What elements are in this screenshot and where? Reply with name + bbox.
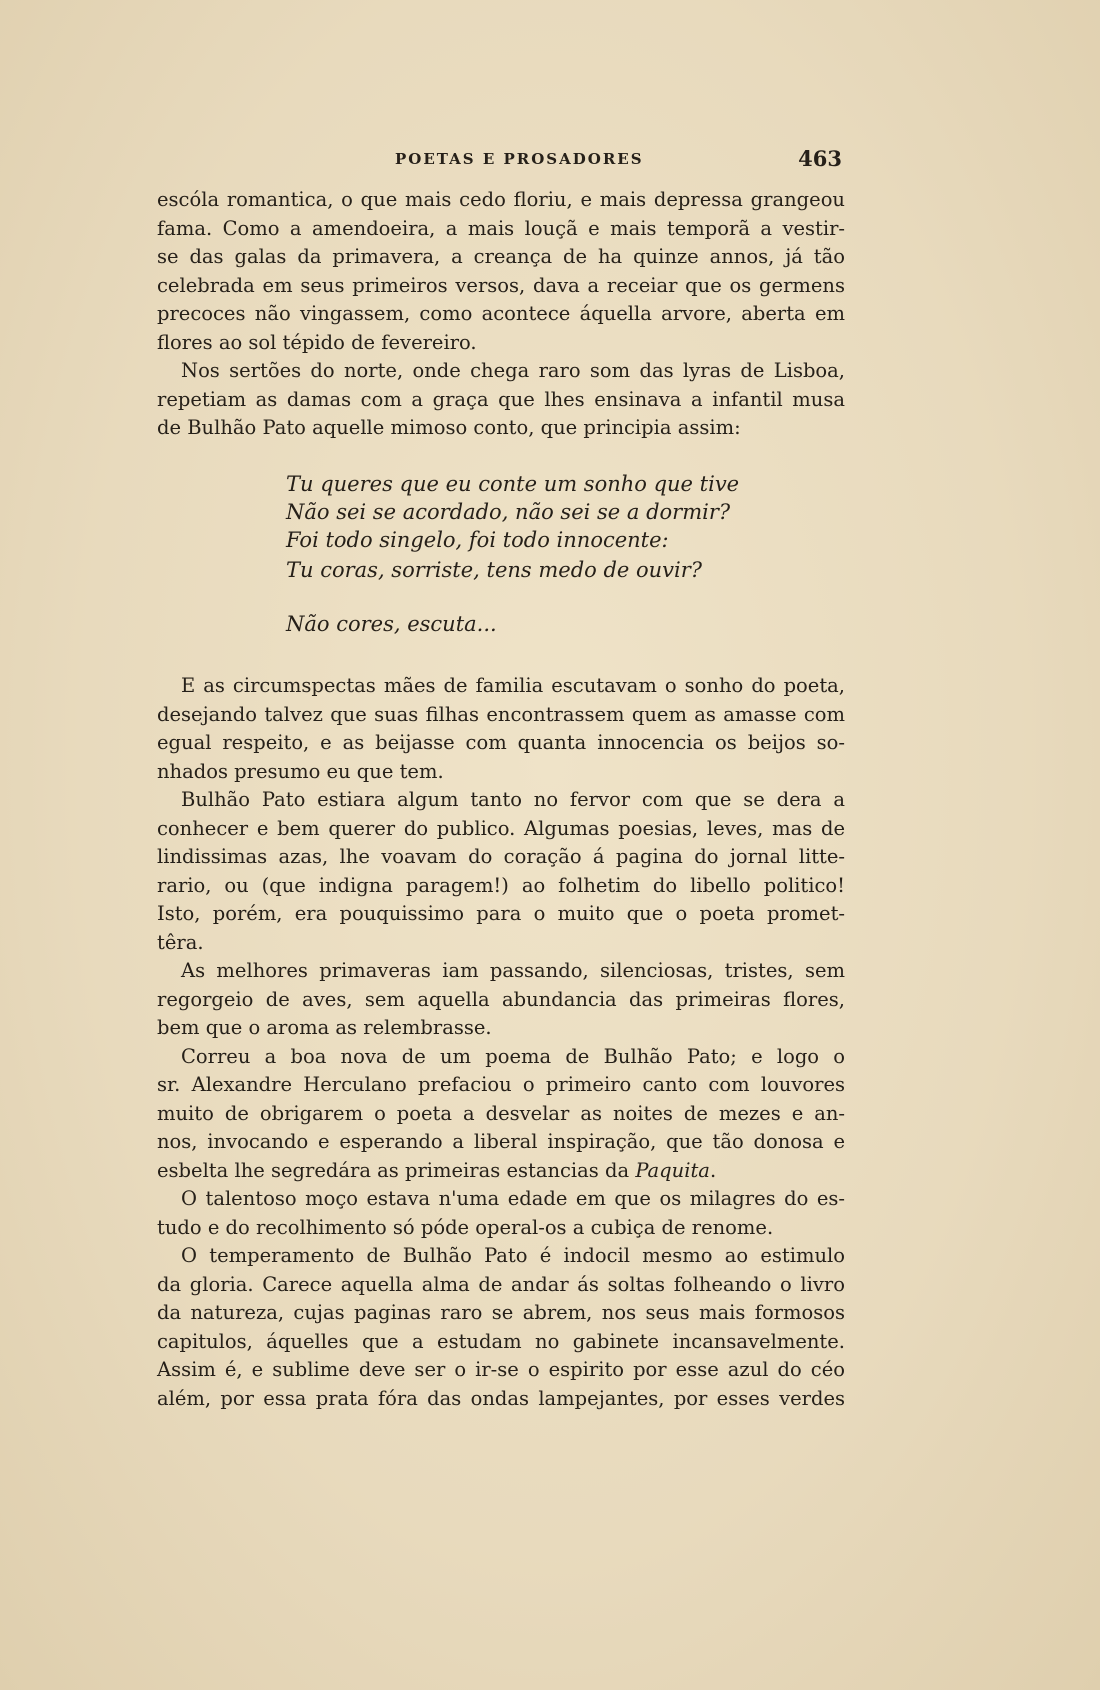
verse-line: Tu coras, sorriste, tens medo de ouvir?	[286, 558, 703, 582]
text-line: nos, invocando e esperando a liberal inspiração, que tão donosa e	[157, 1130, 845, 1153]
text-line: egual respeito, e as beijasse com quanta innocencia os beijos so-	[157, 731, 845, 754]
text-line: O talentoso moço estava n'uma edade em que os milagres do es-	[181, 1187, 845, 1210]
text-line: capitulos, áquelles que a estudam no gabinete incansavelmente.	[157, 1329, 845, 1353]
text-line: precoces não vingassem, como acontece áquella arvore, aberta em	[157, 302, 845, 325]
verse-line: Tu queres que eu conte um sonho que tive	[286, 472, 740, 496]
verse-line: Não sei se acordado, não sei se a dormir?	[286, 500, 731, 524]
text-segment: .	[709, 1158, 717, 1182]
text-line	[157, 1157, 845, 1186]
text-line: Assim é, e sublime deve ser o ir-se o espirito por esse azul do céo	[157, 1358, 845, 1381]
text-line: Correu a boa nova de um poema de Bulhão Pato; e logo o	[181, 1044, 845, 1068]
text-line: sr. Alexandre Herculano prefaciou o primeiro canto com louvores	[157, 1073, 845, 1096]
verse-line: Foi todo singelo, foi todo innocente:	[286, 528, 669, 552]
text-line: desejando talvez que suas filhas encontrassem quem as amasse com	[157, 702, 845, 726]
page-header	[157, 146, 842, 176]
text-line: O temperamento de Bulhão Pato é indocil mesmo ao estimulo	[181, 1244, 845, 1267]
text-line: bem que o aroma as relembrasse.	[157, 1016, 492, 1039]
text-line: muito de obrigarem o poeta a desvelar as noites de mezes e an-	[157, 1101, 845, 1125]
text-line: E as circumspectas mães de familia escutavam o sonho do poeta,	[181, 674, 845, 697]
text-line: rario, ou (que indigna paragem!) ao folhetim do libello politico!	[157, 873, 845, 897]
text-line: tudo e do recolhimento só póde operal-os a cubiça de renome.	[157, 1215, 774, 1239]
text-line: se das galas da primavera, a creança de ha quinze annos, já tão	[157, 245, 845, 268]
text-line: da gloria. Carece aquella alma de andar ás soltas folheando o livro	[157, 1272, 845, 1296]
text-line: de Bulhão Pato aquelle mimoso conto, que principia assim:	[157, 416, 741, 439]
text-line: celebrada em seus primeiros versos, dava a receiar que os germens	[157, 273, 845, 297]
book-title-paquita: Paquita	[635, 1158, 710, 1182]
body-text-continued	[157, 672, 845, 1413]
verse-line: Não cores, escuta...	[286, 612, 497, 636]
text-line: Bulhão Pato estiara algum tanto no fervor com que se dera a	[181, 788, 845, 811]
running-title: POETAS E PROSADORES	[395, 150, 644, 168]
page-number: 463	[798, 146, 842, 171]
text-line: escóla romantica, o que mais cedo floriu, e mais depressa grangeou	[157, 188, 845, 211]
text-line: repetiam as damas com a graça que lhes ensinava a infantil musa	[157, 387, 845, 411]
text-line: flores ao sol tépido de fevereiro.	[157, 330, 477, 354]
text-line: conhecer e bem querer do publico. Algumas poesias, leves, mas de	[157, 816, 845, 840]
text-line: têra.	[157, 930, 204, 954]
text-line: nhados presumo eu que tem.	[157, 759, 444, 783]
text-line: regorgeio de aves, sem aquella abundancia das primeiras flores,	[157, 987, 845, 1011]
text-line: As melhores primaveras iam passando, silenciosas, tristes, sem	[181, 959, 845, 982]
text-segment: esbelta lhe segredára as primeiras estancias da	[157, 1158, 636, 1182]
text-line: lindissimas azas, lhe voavam do coração á pagina do jornal litte-	[157, 845, 845, 868]
text-line: além, por essa prata fóra das ondas lampejantes, por esses verdes	[157, 1386, 845, 1410]
text-line: Isto, porém, era pouquissimo para o muito que o poeta promet-	[157, 902, 845, 925]
text-line: da natureza, cujas paginas raro se abrem, nos seus mais formosos	[157, 1301, 845, 1324]
body-text	[157, 186, 845, 443]
text-line: fama. Como a amendoeira, a mais louçã e mais temporã a vestir-	[157, 216, 845, 240]
text-line: Nos sertões do norte, onde chega raro som das lyras de Lisboa,	[181, 359, 845, 382]
